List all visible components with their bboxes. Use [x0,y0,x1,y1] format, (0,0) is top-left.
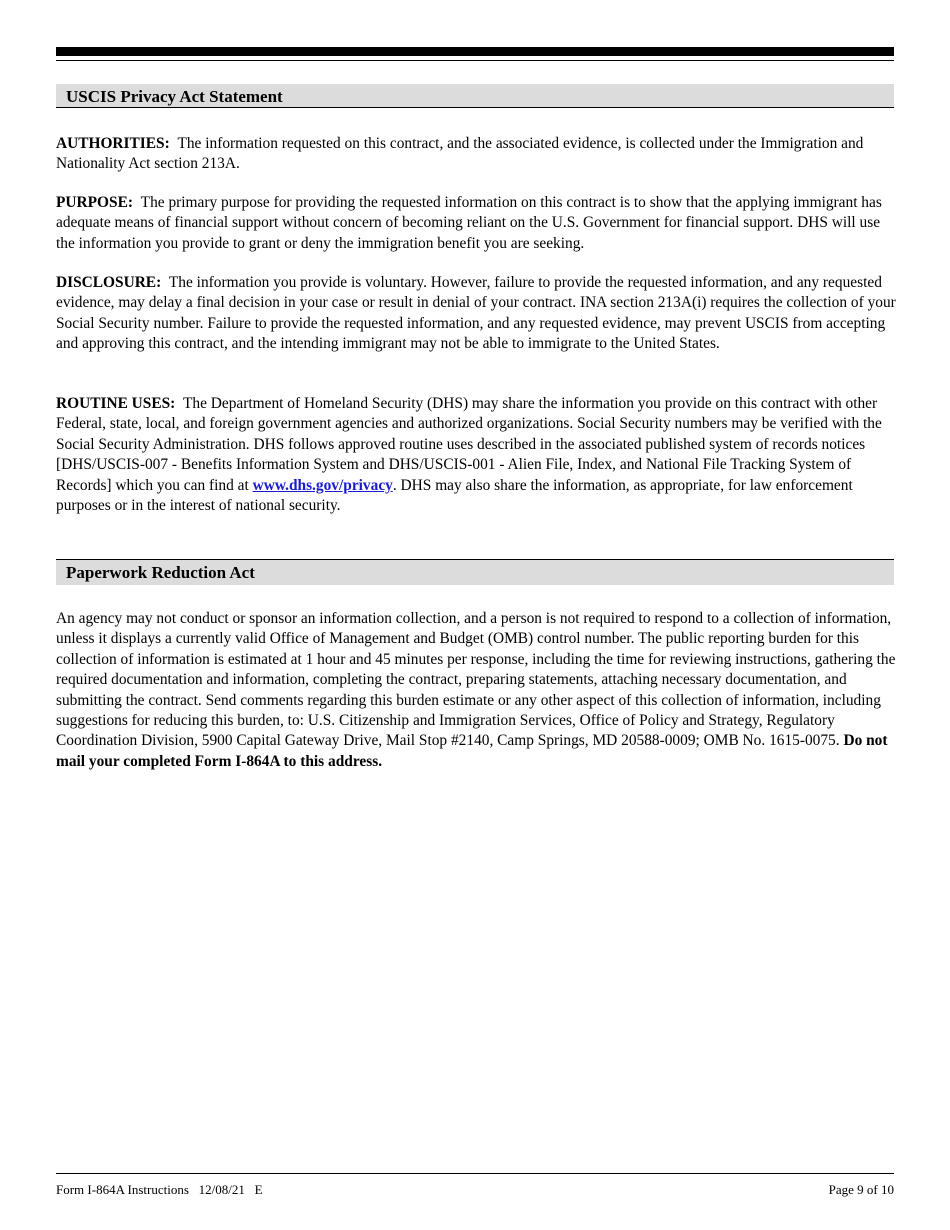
paperwork-paragraph [56,609,896,772]
privacy-heading: USCIS Privacy Act Statement [66,87,283,106]
routine-uses-label: ROUTINE USES: [56,395,176,412]
disclosure-label: DISCLOSURE: [56,274,162,291]
purpose-paragraph [56,193,896,254]
authorities-label: AUTHORITIES: [56,135,170,152]
dhs-privacy-link[interactable]: www.dhs.gov/privacy [252,476,393,494]
paperwork-section-header [56,559,894,585]
routine-uses-text-end: . DHS may also share the information, as appropriate, for law enforcement purposes or in the interest of national security. [56,476,853,515]
disclosure-text: The information you provide is voluntary. However, failure to provide the requested information, and any requested evidence, may delay a final decision in your case or result in denial of your contract. INA section 213A(i) requires the collection of your Social Security number. Failure to provide the requested information, and any requested evidence, may prevent USCIS from accepting and approving this contract, and the intending immigrant may not be able to immigrate to the United States. [56,274,896,353]
authorities-paragraph [56,134,896,175]
paperwork-text: An agency may not conduct or sponsor an information collection, and a person is not required to respond to a collection of information, unless it displays a currently valid Office of Management and Budget (OMB) control number. The public reporting burden for this collection of information is estimated at 1 hour and 45 minutes per response, including the time for reviewing instructions, gathering the required documentation and information, completing the contract, preparing statements, attaching necessary documentation, and submitting the contract. Send comments regarding this burden estimate or any other aspect of this collection of information, including suggestions for reducing this burden, to: U.S. Citizenship and Immigration Services, Office of Policy and Strategy, Regulatory Coordination Division, 5900 Capital Gateway Drive, Mail Stop #2140, Camp Springs, MD 20588-0009; OMB No. 1615-0075. [56,610,896,750]
purpose-text: The primary purpose for providing the requested information on this contract is to show that the applying immigrant has adequate means of financial support without concern of becoming reliant on the U.S. Government for financial support. DHS will use the information you provide to grant or deny the immigration benefit you are seeking. [56,194,882,252]
paperwork-heading: Paperwork Reduction Act [66,563,255,582]
footer-page-number: Page 9 of 10 [828,1182,894,1197]
paperwork-bold-notice: Do not mail your completed Form I-864A to this address. [56,732,888,770]
top-thin-rule [56,60,894,61]
privacy-section-header [56,84,894,108]
disclosure-paragraph [56,273,896,355]
purpose-label: PURPOSE: [56,194,133,211]
routine-uses-paragraph [56,394,896,516]
authorities-text: The information requested on this contract, and the associated evidence, is collected under the Immigration and Nationality Act section 213A. [56,135,864,173]
footer-rule [56,1173,894,1174]
routine-uses-text: The Department of Homeland Security (DHS) may share the information you provide on this contract with other Federal, state, local, and foreign government agencies and authorized organizations. Social Security numbers may be verified with the Social Security Administration. DHS follows approved routine uses described in the associated published system of records notices [DHS/USCIS-007 - Benefits Information System and DHS/USCIS-001 - Alien File, Index, and National File Tracking System of Records] which you can find at [56,395,882,494]
footer-form-info: Form I-864A Instructions 12/08/21 E [56,1182,263,1197]
top-thick-rule [56,47,894,56]
